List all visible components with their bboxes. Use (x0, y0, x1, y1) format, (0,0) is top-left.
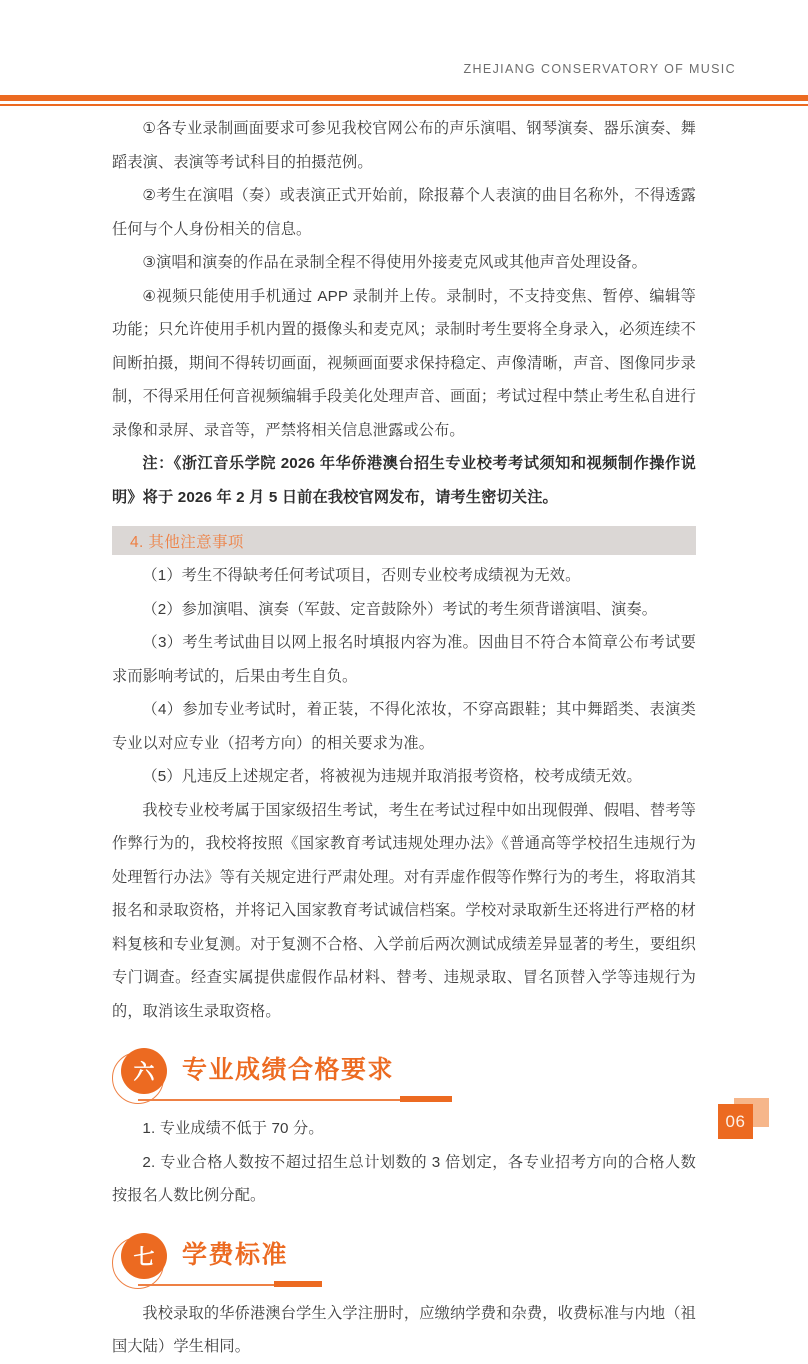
section-seven-title: 学费标准 (182, 1241, 289, 1269)
section-heading-seven (112, 1233, 696, 1295)
section-six-underline-thin (138, 1099, 404, 1101)
other-note-item-4: （4）参加专业考试时，着正装，不得化浓妆，不穿高跟鞋；其中舞蹈类、表演类专业以对应专业（招考方向）的相关要求为准。 (112, 701, 696, 752)
section-seven-number-badge: 七 (121, 1233, 167, 1279)
page-number-label: 06 (725, 1111, 746, 1131)
page-header (0, 0, 808, 108)
page-content (112, 112, 696, 1364)
institution-name: ZHEJIANG CONSERVATORY OF MUSIC (463, 62, 736, 76)
other-note-closing-paragraph: 我校专业校考属于国家级招生考试，考生在考试过程中如出现假弹、假唱、替考等作弊行为的，我校将按照《国家教育考试违规处理办法》《普通高等学校招生违规行为处理暂行办法》等有关规定进行严肃处理。对有弄虚作假等作弊行为的考生，将取消其报名和录取资格，并将记入国家教育考试诚信档案。学校对录取新生还将进行严格的材料复核和专业复测。对于复测不合格、入学前后两次测试成绩差异显著的考生，要组织专门调查。经查实属提供虚假作品材料、替考、违规录取、冒名顶替入学等违规行为的，取消该生录取资格。 (112, 801, 696, 1020)
subsection-header-other-notes (112, 526, 696, 555)
section-six-item-1: 1. 专业成绩不低于 70 分。 (142, 1120, 324, 1137)
section-six-underline-thick (400, 1096, 452, 1102)
section-six-number-badge: 六 (121, 1048, 167, 1094)
section-seven-item-1: 我校录取的华侨港澳台学生入学注册时，应缴纳学费和杂费，收费标准与内地（祖国大陆）学生相同。 (112, 1304, 696, 1355)
section-six-title: 专业成绩合格要求 (182, 1057, 395, 1084)
subsection-header-label: 4. 其他注意事项 (130, 533, 244, 551)
other-note-item-1: （1）考生不得缺考任何考试项目，否则专业校考成绩视为无效。 (142, 567, 581, 584)
recording-note: 注：《浙江音乐学院 2026 年华侨港澳台招生专业校考考试须知和视频制作操作说明》将于 2026 年 2 月 5 日前在我校官网发布，请考生密切关注。 (112, 455, 696, 506)
other-note-item-5: （5）凡违反上述规定者，将被视为违规并取消报考资格，校考成绩无效。 (142, 768, 642, 785)
section-heading-six (112, 1048, 696, 1110)
section-seven-underline-thick (274, 1281, 322, 1287)
section-seven-underline-thin (138, 1284, 278, 1286)
other-note-item-3: （3）考生考试曲目以网上报名时填报内容为准。因曲目不符合本简章公布考试要求而影响考试的，后果由考生自负。 (112, 634, 696, 685)
page-number-square (718, 1104, 753, 1139)
header-rule-thin (0, 104, 808, 106)
other-note-item-2: （2）参加演唱、演奏（军鼓、定音鼓除外）考试的考生须背谱演唱、演奏。 (142, 600, 658, 618)
recording-item-2: ②考生在演唱（奏）或表演正式开始前，除报幕个人表演的曲目名称外，不得透露任何与个人身份相关的信息。 (112, 187, 696, 238)
page-number-badge (718, 1098, 788, 1150)
section-six-item-2: 2. 专业合格人数按不超过招生总计划数的 3 倍划定，各专业招考方向的合格人数按报名人数比例分配。 (112, 1153, 696, 1204)
header-rule-thick (0, 95, 808, 101)
recording-item-4: ④视频只能使用手机通过 APP 录制并上传。录制时，不支持变焦、暂停、编辑等功能；只允许使用手机内置的摄像头和麦克风；录制时考生要将全身录入，必须连续不间断拍摄，期间不得转切画面，视频画面要求保持稳定、声像清晰，声音、图像同步录制，不得采用任何音视频编辑手段美化处理声音、画面；考试过程中禁止考生私自进行录像和录屏、录音等，严禁将相关信息泄露或公布。 (112, 287, 696, 439)
recording-item-3: ③演唱和演奏的作品在录制全程不得使用外接麦克风或其他声音处理设备。 (142, 254, 647, 271)
recording-item-1: ①各专业录制画面要求可参见我校官网公布的声乐演唱、钢琴演奏、器乐演奏、舞蹈表演、表演等考试科目的拍摄范例。 (112, 120, 696, 171)
